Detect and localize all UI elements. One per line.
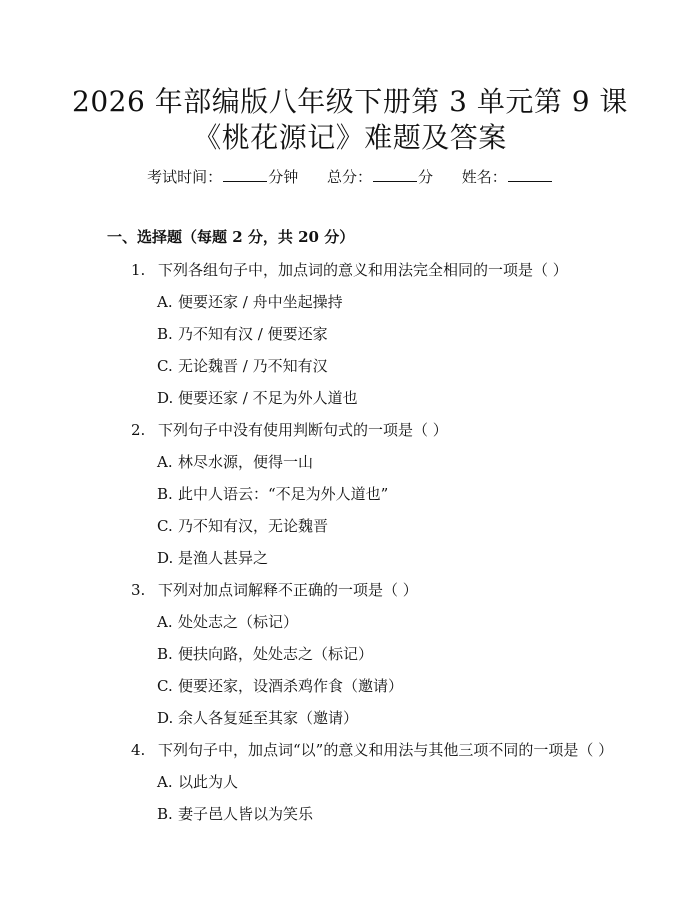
question-text: 下列句子中，加点词“以”的意义和用法与其他三项不同的一项是（ ）	[158, 741, 614, 759]
question-text: 下列对加点词解释不正确的一项是（ ）	[158, 581, 418, 599]
total-score-unit: 分	[418, 168, 434, 186]
question-text: 下列各组句子中，加点词的意义和用法完全相同的一项是（ ）	[158, 261, 568, 279]
option-letter: C.	[157, 677, 173, 695]
option-text: 便扶向路，处处志之（标记）	[178, 645, 374, 663]
exam-meta	[0, 166, 700, 188]
question-3-option-c	[157, 675, 403, 697]
total-score-field	[327, 166, 433, 188]
question-4	[131, 739, 613, 761]
question-4-option-b	[157, 803, 313, 825]
question-1-option-d	[157, 387, 358, 409]
option-letter: C.	[157, 357, 173, 375]
student-name-blank	[508, 167, 552, 182]
option-text: 此中人语云：“不足为外人道也”	[178, 485, 389, 503]
option-letter: A.	[157, 773, 173, 791]
question-1-option-c	[157, 355, 328, 377]
page-title-line1: 2026 年部编版八年级下册第 3 单元第 9 课	[72, 85, 628, 118]
exam-time-field	[147, 166, 298, 188]
question-number: 3.	[131, 581, 146, 599]
option-letter: A.	[157, 293, 173, 311]
option-text: 乃不知有汉 / 便要还家	[178, 325, 328, 343]
option-text: 便要还家，设酒杀鸡作食（邀请）	[178, 677, 404, 695]
option-letter: B.	[157, 805, 173, 823]
question-2-option-c	[157, 515, 328, 537]
option-letter: B.	[157, 645, 173, 663]
total-score-blank	[373, 167, 417, 182]
total-score-label: 总分：	[326, 168, 372, 186]
page-title-line2: 《桃花源记》难题及答案	[193, 121, 507, 154]
option-text: 以此为人	[178, 773, 239, 791]
question-text: 下列句子中没有使用判断句式的一项是（ ）	[158, 421, 448, 439]
question-1	[131, 259, 568, 281]
option-letter: B.	[157, 485, 173, 503]
option-letter: B.	[157, 325, 173, 343]
question-1-option-a	[157, 291, 343, 313]
question-1-option-b	[157, 323, 328, 345]
exam-time-blank	[223, 167, 267, 182]
option-text: 乃不知有汉，无论魏晋	[178, 517, 329, 535]
exam-time-label: 考试时间：	[147, 168, 223, 186]
option-text: 妻子邑人皆以为笑乐	[178, 805, 314, 823]
question-3	[131, 579, 418, 601]
option-letter: D.	[157, 549, 174, 567]
option-text: 无论魏晋 / 乃不知有汉	[178, 357, 328, 375]
option-text: 余人各复延至其家（邀请）	[178, 709, 359, 727]
option-letter: D.	[157, 389, 174, 407]
option-letter: A.	[157, 613, 173, 631]
question-3-option-a	[157, 611, 298, 633]
option-text: 便要还家 / 不足为外人道也	[178, 389, 358, 407]
student-name-label: 姓名：	[461, 168, 507, 186]
question-2	[131, 419, 448, 441]
question-number: 1.	[131, 261, 146, 279]
option-text: 林尽水源，便得一山	[178, 453, 314, 471]
question-2-option-a	[157, 451, 313, 473]
option-letter: A.	[157, 453, 173, 471]
question-number: 4.	[131, 741, 146, 759]
question-3-option-d	[157, 707, 358, 729]
student-name-field	[462, 166, 553, 188]
question-number: 2.	[131, 421, 146, 439]
question-4-option-a	[157, 771, 238, 793]
exam-time-unit: 分钟	[268, 168, 299, 186]
question-3-option-b	[157, 643, 373, 665]
option-letter: C.	[157, 517, 173, 535]
section-title: 一、选择题（每题 2 分，共 20 分）	[107, 228, 355, 246]
option-text: 便要还家 / 舟中坐起操持	[178, 293, 343, 311]
question-2-option-b	[157, 483, 388, 505]
option-text: 处处志之（标记）	[178, 613, 299, 631]
question-2-option-d	[157, 547, 268, 569]
option-letter: D.	[157, 709, 174, 727]
option-text: 是渔人甚异之	[178, 549, 269, 567]
